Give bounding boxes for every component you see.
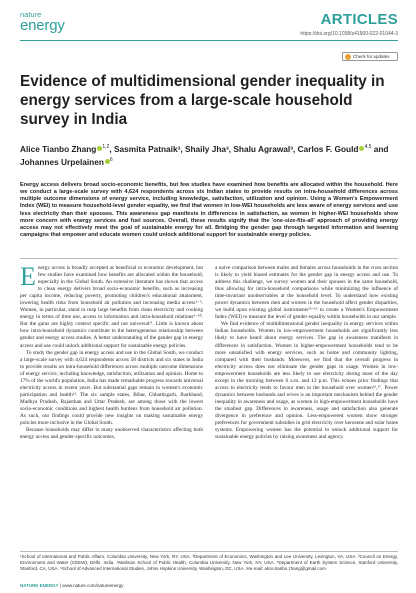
body-paragraph: Because households may differ in many unobserved characteristics affecting both energy access and gender-specific outcomes, [20, 427, 203, 441]
author-names[interactable]: , Sasmita Patnaik³, Shaily Jha³, Shalu Agrawal³, Carlos F. Gould [109, 143, 359, 154]
author-affiliation: 1,2 [102, 144, 110, 150]
body-column-left [20, 262, 203, 441]
abstract: Energy access delivers broad socio-economic benefits, but few studies have examined how benefits are allocated within the household. Here we conduct a large-scale survey with 4,624 respondents across six Indian states to provide results on intra-household differences across multiple outcome dimensions of energy service, including knowledge, satisfaction, utilization and opinion. Using a Women's Empowerment Index (WEI) to measure household-level gender equality, we find that women in low-WEI households are less aware of energy services and use less electricity than their spouses. This awareness gap manifests in differences in satisfaction, as women in higher-WEI households show more concern with energy services and fuel sources. Overall, these results signify that the 'one-size-fits-all' approach of providing energy access may not effectively meet the goal of sustainable energy for all. Bridging the gender gap through targeted information and learning campaigns that empower and educate women could unlock additional support for sustainable energy policies. [20, 182, 398, 239]
check-updates-icon [345, 54, 351, 60]
journal-logo-nature: nature [20, 10, 42, 19]
body-paragraph: Energy access is broadly accepted as beneficial to economic development, but few studies have examined how benefits are allocated within the household, especially in the Global South. An extensive literature has shown that access to clean energy delivers broad socio-economic benefits, such as increasing per capita income, reducing poverty, promoting children's educational attainment, lowering health risks from household air pollution and increasing media access¹⁻⁵. Women, in particular, stand to reap large benefits from clean electricity and cooking energy in terms of time use, access to information and intra-household relations⁶⁻¹⁰. But the gains are highly context specific and not universal¹¹. Little is known about how intra-household dynamics contribute to the heterogeneous relationship between gender and energy access studies. A better understanding of the gender gap in energy access and use could unlock additional support for sustainable energy policies. [20, 262, 203, 349]
footnote-rule [20, 551, 398, 552]
affiliations-footnote: ¹School of International and Public Affairs, Columbia University, New York, NY, USA. ²Department of Economics, Washington and Lee University, Lexington, VA, USA. ³Council on Energy, Environment and Water (CEEW), Delhi, India. ⁴Mailman School of Public Health, Columbia University, New York, NY, USA. ⁵Department of Earth System Science, Stanford University, Stanford, CA, USA. ⁶School of Advanced International Studies, Johns Hopkins University, Washington, DC, USA. ✉e-mail: alice.tianbo.zhang@gmail.com [20, 554, 398, 571]
header-rule [20, 40, 398, 41]
doi-link[interactable]: https://doi.org/10.1038/s41560-022-01044-3 [300, 31, 398, 37]
body-paragraph: a naive comparison between males and females across households in the cross section is likely to yield biased estimates for the gender gap in energy access and use. To address this challenge, we survey women and their spouses in the same household, thus allowing for intra-household comparisons while minimizing the influence of time-invariant unobservables at the household level. To understand how existing power dynamics between men and women in the household affect gender disparities, we build upon existing global instruments¹³⁻¹⁵ to create a Women's Empowerment Index (WEI) to measure the level of gender equality within households in our sample. [215, 265, 398, 321]
check-updates-button[interactable] [342, 52, 398, 61]
check-updates-label: Check for updates [353, 54, 390, 59]
footer-journal: NATURE ENERGY [20, 583, 59, 588]
author-affiliation: 4,5 [364, 144, 372, 150]
drop-cap: E [20, 262, 36, 291]
footer-url[interactable]: | www.nature.com/natureenergy [59, 583, 124, 588]
body-paragraph: To study the gender gap in energy access and use in the Global South, we conduct a large-scale survey with 4,624 respondents across 58 districts and six states in India to provide results on intra-household differences across multiple outcome dimensions of energy service, including knowledge, satisfaction, utilization and opinion. Home to 17% of the world's population, India has made remarkable progress towards universal electricity access in recent years. But substantial gaps remain in women's economic participation and health¹². The six sample states, Bihar, Chhattisgarh, Jharkhand, Madhya Pradesh, Rajasthan and Uttar Pradesh, are among those with the lowest socio-economic conditions and highest health burdens from household air pollution. As such, our findings could provide new insights on making sustainable energy policies more inclusive in the Global South. [20, 349, 203, 427]
page-footer [20, 583, 123, 588]
section-label: ARTICLES [320, 11, 398, 28]
author-conjunction: and [371, 143, 389, 154]
author-name[interactable]: Johannes Urpelainen [20, 156, 104, 167]
journal-logo[interactable] [20, 11, 65, 33]
abstract-rule [20, 258, 398, 259]
author-affiliation: 6 [109, 156, 113, 163]
body-column-right [215, 265, 398, 441]
author-list [20, 142, 400, 168]
journal-logo-energy: energy [20, 16, 65, 34]
article-title: Evidence of multidimensional gender inequality in energy services from a large-scale household survey in India [20, 73, 385, 128]
author-name[interactable]: Alice Tianbo Zhang [20, 143, 97, 154]
body-paragraph: We find evidence of multidimensional gender inequality in energy services within Indian households. Women in low-empowerment households are significantly less likely to have heard about energy services. The gap in awareness manifests in differences in satisfaction. Women in higher-empowerment households tend to be more unsatisfied with energy services, such as home and community lighting, compared with their husbands. Moreover, we find that the overall progress in electricity access does not eliminate the gender gaps in usage. Women in low-empowerment households are less likely to use electricity during most of the day except in the morning between 6 a.m. and 12 p.m. This echoes prior findings that access to electricity tends to favour men in the household over women¹⁶,¹⁷. Power dynamics between husbands and wives is an important mechanism behind the gender inequality in awareness and usage, as women in high-empowerment households have the smallest gap. Differences in awareness, usage and satisfaction also generate divergence in preference and opinion. Less-empowered women show stronger preferences for government subsidies in grid electricity over kerosene and solar home systems. Empowering women has the potential to unlock additional support for sustainable energy policies by raising awareness and agency. [215, 321, 398, 441]
